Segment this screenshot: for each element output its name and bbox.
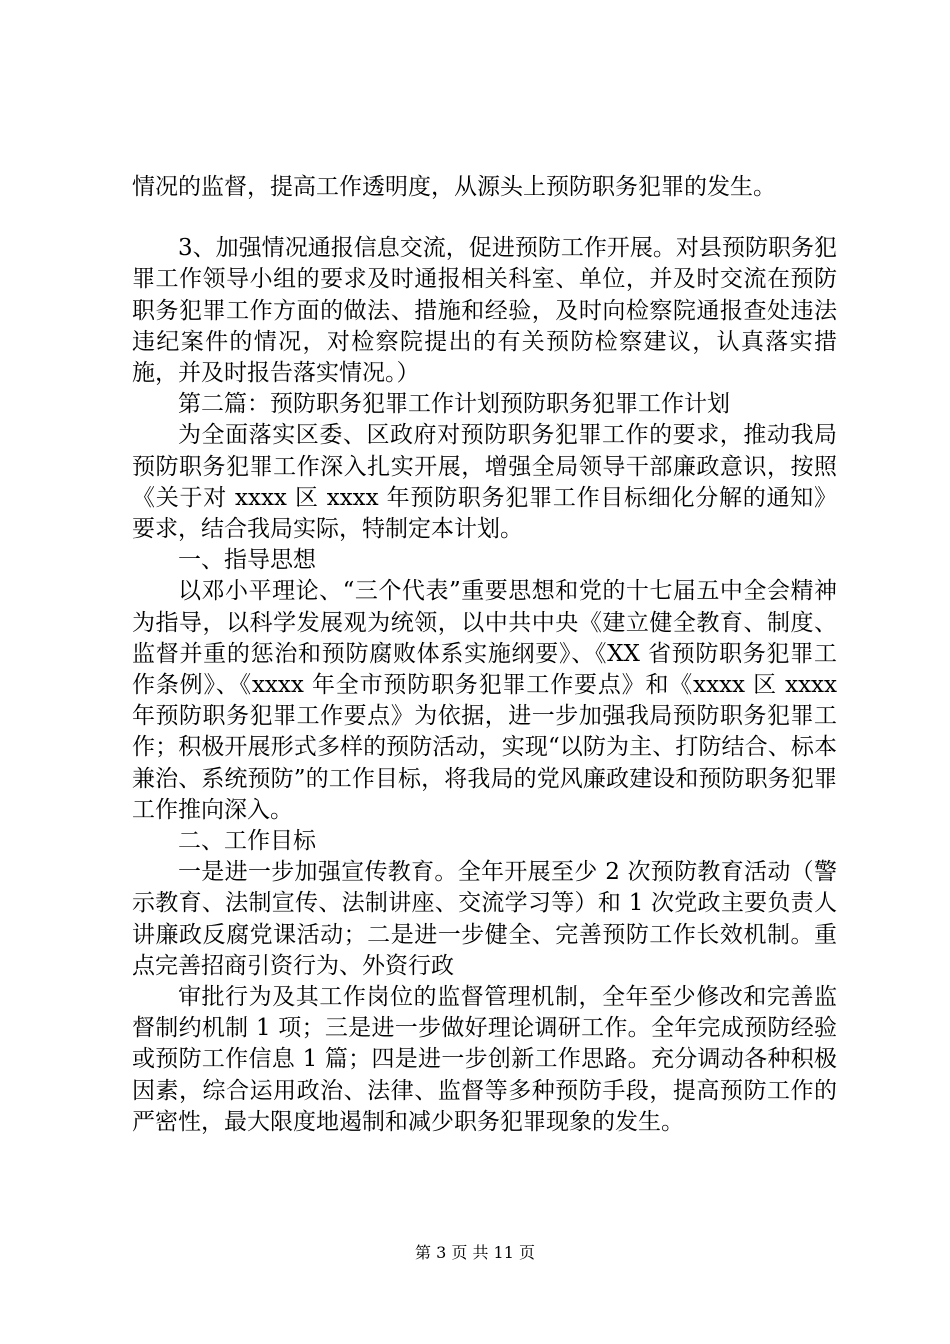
heading-work-goals: 二、工作目标 (178, 828, 316, 855)
page-footer: 第 3 页 共 11 页 (415, 1243, 535, 1262)
paragraph-work-goals-2: 审批行为及其工作岗位的监督管理机制，全年至少修改和完善监督制约机制 1 项；三是进一步做好理论调研工作。全年完成预防经验或预防工作信息 1 篇；四是进一步创新工作思路。充分调动各种积极因素，综合运用政治、法律、监督等多种预防手段，提高预防工作的严密性，最大限度地遏制和减少职务犯罪现象的发生。 (132, 984, 837, 1135)
document-body (132, 172, 837, 1138)
paragraph-work-goals-1: 一是进一步加强宣传教育。全年开展至少 2 次预防教育活动（警示教育、法制宣传、法制讲座、交流学习等）和 1 次党政主要负责人讲廉政反腐党课活动；二是进一步健全、完善预防工作长效机制。重点完善招商引资行为、外资行政 (132, 859, 837, 979)
paragraph-guiding-ideology: 以邓小平理论、“三个代表”重要思想和党的十七届五中全会精神为指导，以科学发展观为统领，以中共中央《建立健全教育、制度、监督并重的惩治和预防腐败体系实施纲要》、《XX 省预防职务犯罪工作条例》、《xxxx 年全市预防职务犯罪工作要点》和《xxxx 区 xxxx 年预防职务犯罪工作要点》为依据，进一步加强我局预防职务犯罪工作；积极开展形式多样的预防活动，实现“以防为主、打防结合、标本兼治、系统预防”的工作目标，将我局的党风廉政建设和预防职务犯罪工作推向深入。 (132, 578, 837, 823)
heading-guiding-ideology: 一、指导思想 (178, 547, 316, 574)
paragraph-continuation: 情况的监督，提高工作透明度，从源头上预防职务犯罪的发生。 (132, 174, 776, 200)
paragraph-item-3: 3、加强情况通报信息交流，促进预防工作开展。对县预防职务犯罪工作领导小组的要求及时通报相关科室、单位，并及时交流在预防职务犯罪工作方面的做法、措施和经验，及时向检察院通报查处违法违纪案件的情况，对检察院提出的有关预防检察建议，认真落实措施，并及时报告落实情况。） (132, 235, 837, 387)
section-title-part-two: 第二篇：预防职务犯罪工作计划预防职务犯罪工作计划 (178, 391, 730, 418)
paragraph-intro: 为全面落实区委、区政府对预防职务犯罪工作的要求，推动我局预防职务犯罪工作深入扎实开展，增强全局领导干部廉政意识，按照《关于对 xxxx 区 xxxx 年预防职务犯罪工作目标细化分解的通知》要求，结合我局实际，特制定本计划。 (132, 422, 837, 543)
